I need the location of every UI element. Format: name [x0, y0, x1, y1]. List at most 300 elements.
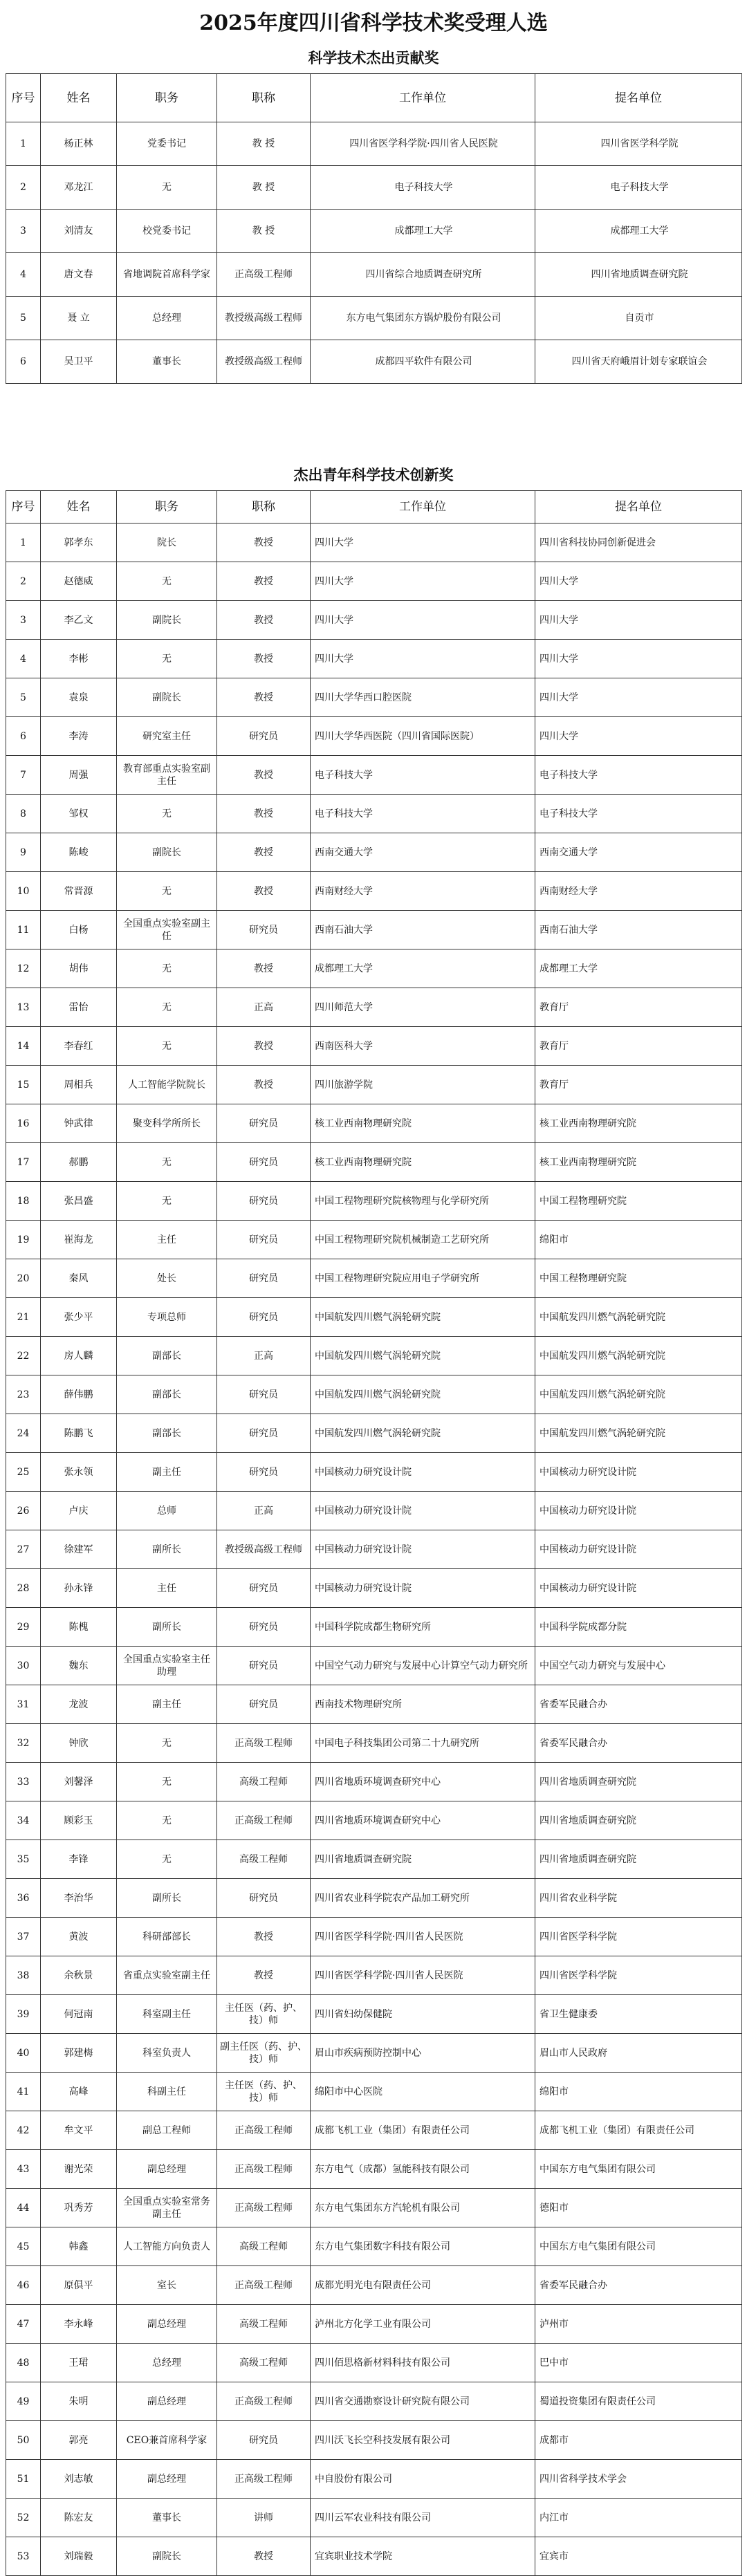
cell-work-unit: 四川省地质环境调查研究中心: [311, 1801, 535, 1840]
cell-nominating-unit: 电子科技大学: [535, 795, 742, 833]
cell-title: 教授: [217, 523, 311, 562]
cell-position: 副总经理: [117, 2460, 217, 2499]
cell-name: 徐建军: [41, 1530, 117, 1569]
table-row: [6, 717, 742, 756]
cell-title: 教授: [217, 601, 311, 640]
header-title: 职称: [217, 491, 311, 523]
cell-name: 薛伟鹏: [41, 1375, 117, 1414]
cell-index: 50: [6, 2421, 41, 2460]
cell-index: 32: [6, 1724, 41, 1763]
cell-nominating-unit: 教育厅: [535, 1066, 742, 1104]
table-row: [6, 872, 742, 911]
cell-nominating-unit: 成都理工大学: [535, 949, 742, 988]
cell-work-unit: 中国空气动力研究与发展中心计算空气动力研究所: [311, 1647, 535, 1685]
cell-position: 副部长: [117, 1337, 217, 1375]
cell-work-unit: 西南石油大学: [311, 911, 535, 949]
cell-nominating-unit: 省委军民融合办: [535, 1724, 742, 1763]
cell-nominating-unit: 四川大学: [535, 640, 742, 678]
cell-title: 教授级高级工程师: [217, 340, 311, 384]
cell-name: 张永领: [41, 1453, 117, 1492]
cell-index: 22: [6, 1337, 41, 1375]
cell-title: 正高级工程师: [217, 2189, 311, 2227]
table-row: [6, 2266, 742, 2305]
cell-index: 42: [6, 2111, 41, 2150]
cell-work-unit: 四川师范大学: [311, 988, 535, 1027]
cell-position: 副总经理: [117, 2305, 217, 2344]
cell-position: 副院长: [117, 2537, 217, 2576]
cell-index: 25: [6, 1453, 41, 1492]
table-row: [6, 1763, 742, 1801]
cell-position: 副部长: [117, 1375, 217, 1414]
cell-index: 41: [6, 2073, 41, 2111]
cell-position: 专项总师: [117, 1298, 217, 1337]
cell-nominating-unit: 德阳市: [535, 2189, 742, 2227]
young-innovation-table: [6, 490, 742, 2576]
cell-name: 陈鹏飞: [41, 1414, 117, 1453]
table-row: [6, 1956, 742, 1995]
cell-nominating-unit: 中国核动力研究设计院: [535, 1453, 742, 1492]
cell-title: 研究员: [217, 1414, 311, 1453]
table-row: [6, 1143, 742, 1182]
table-row: [6, 1066, 742, 1104]
table-row: [6, 795, 742, 833]
table-row: [6, 1375, 742, 1414]
cell-nominating-unit: 四川省农业科学院: [535, 1879, 742, 1918]
table-row: [6, 523, 742, 562]
cell-work-unit: 宜宾职业技术学院: [311, 2537, 535, 2576]
cell-nominating-unit: 四川大学: [535, 678, 742, 717]
cell-index: 1: [6, 122, 41, 166]
cell-name: 王珺: [41, 2344, 117, 2382]
cell-position: 科研部部长: [117, 1918, 217, 1956]
cell-index: 28: [6, 1569, 41, 1608]
cell-name: 高峰: [41, 2073, 117, 2111]
cell-index: 13: [6, 988, 41, 1027]
cell-nominating-unit: 四川省医学科学院: [535, 1956, 742, 1995]
cell-name: 黄波: [41, 1918, 117, 1956]
cell-nominating-unit: 自贡市: [535, 297, 742, 340]
cell-nominating-unit: 巴中市: [535, 2344, 742, 2382]
cell-position: 无: [117, 795, 217, 833]
cell-nominating-unit: 电子科技大学: [535, 756, 742, 795]
table-row: [6, 1840, 742, 1879]
cell-title: 讲师: [217, 2499, 311, 2537]
cell-name: 张少平: [41, 1298, 117, 1337]
cell-position: 科副主任: [117, 2073, 217, 2111]
header-position: 职务: [117, 74, 217, 122]
table-row: [6, 911, 742, 949]
table-header-row: [6, 74, 742, 122]
cell-name: 邹权: [41, 795, 117, 833]
cell-name: 韩鑫: [41, 2227, 117, 2266]
cell-nominating-unit: 宜宾市: [535, 2537, 742, 2576]
header-name: 姓名: [41, 74, 117, 122]
cell-position: 无: [117, 1027, 217, 1066]
cell-title: 研究员: [217, 1221, 311, 1259]
table-row: [6, 1221, 742, 1259]
cell-nominating-unit: 中国科学院成都分院: [535, 1608, 742, 1647]
cell-work-unit: 东方电气集团东方汽轮机有限公司: [311, 2189, 535, 2227]
cell-index: 29: [6, 1608, 41, 1647]
cell-work-unit: 成都理工大学: [311, 949, 535, 988]
cell-index: 43: [6, 2150, 41, 2189]
cell-index: 30: [6, 1647, 41, 1685]
cell-work-unit: 四川省交通勘察设计研究院有限公司: [311, 2382, 535, 2421]
header-name: 姓名: [41, 491, 117, 523]
cell-title: 教授: [217, 949, 311, 988]
cell-nominating-unit: 蜀道投资集团有限责任公司: [535, 2382, 742, 2421]
table-row: [6, 756, 742, 795]
cell-work-unit: 四川大学: [311, 523, 535, 562]
cell-work-unit: 四川旅游学院: [311, 1066, 535, 1104]
cell-nominating-unit: 中国航发四川燃气涡轮研究院: [535, 1337, 742, 1375]
cell-index: 47: [6, 2305, 41, 2344]
cell-name: 李永峰: [41, 2305, 117, 2344]
cell-title: 正高级工程师: [217, 1801, 311, 1840]
table-row: [6, 1104, 742, 1143]
cell-work-unit: 核工业西南物理研究院: [311, 1143, 535, 1182]
cell-position: 无: [117, 1724, 217, 1763]
cell-work-unit: 中国航发四川燃气涡轮研究院: [311, 1337, 535, 1375]
cell-name: 余秋景: [41, 1956, 117, 1995]
cell-title: 高级工程师: [217, 2305, 311, 2344]
cell-title: 教授: [217, 1027, 311, 1066]
cell-name: 崔海龙: [41, 1221, 117, 1259]
cell-title: 正高级工程师: [217, 2460, 311, 2499]
cell-position: 无: [117, 872, 217, 911]
cell-title: 教授级高级工程师: [217, 1530, 311, 1569]
table-row: [6, 1608, 742, 1647]
cell-name: 房人麟: [41, 1337, 117, 1375]
cell-work-unit: 四川省农业科学院农产品加工研究所: [311, 1879, 535, 1918]
cell-nominating-unit: 中国东方电气集团有限公司: [535, 2150, 742, 2189]
table-row: [6, 833, 742, 872]
section-spacer: [0, 384, 747, 460]
cell-title: 教授: [217, 872, 311, 911]
cell-index: 27: [6, 1530, 41, 1569]
cell-index: 3: [6, 210, 41, 253]
cell-index: 34: [6, 1801, 41, 1840]
cell-title: 研究员: [217, 1608, 311, 1647]
cell-nominating-unit: 中国核动力研究设计院: [535, 1492, 742, 1530]
cell-name: 袁泉: [41, 678, 117, 717]
cell-position: 无: [117, 1143, 217, 1182]
cell-name: 孙永锋: [41, 1569, 117, 1608]
cell-work-unit: 四川大学: [311, 601, 535, 640]
cell-title: 教 授: [217, 210, 311, 253]
cell-name: 周相兵: [41, 1066, 117, 1104]
cell-title: 教 授: [217, 166, 311, 210]
cell-work-unit: 东方电气集团东方锅炉股份有限公司: [311, 297, 535, 340]
cell-nominating-unit: 省卫生健康委: [535, 1995, 742, 2034]
header-nominating-unit: 提名单位: [535, 491, 742, 523]
cell-position: 无: [117, 1801, 217, 1840]
table-row: [6, 640, 742, 678]
cell-name: 李锋: [41, 1840, 117, 1879]
cell-name: 李春红: [41, 1027, 117, 1066]
cell-position: 总经理: [117, 297, 217, 340]
table-row: [6, 253, 742, 297]
cell-name: 雷怡: [41, 988, 117, 1027]
table-row: [6, 2421, 742, 2460]
cell-work-unit: 成都理工大学: [311, 210, 535, 253]
cell-work-unit: 成都光明光电有限责任公司: [311, 2266, 535, 2305]
header-index: 序号: [6, 491, 41, 523]
cell-title: 研究员: [217, 911, 311, 949]
cell-position: 副总经理: [117, 2382, 217, 2421]
cell-title: 研究员: [217, 1375, 311, 1414]
cell-work-unit: 四川省地质调查研究院: [311, 1840, 535, 1879]
cell-name: 巩秀芳: [41, 2189, 117, 2227]
cell-position: 省重点实验室副主任: [117, 1956, 217, 1995]
cell-index: 52: [6, 2499, 41, 2537]
cell-title: 教授级高级工程师: [217, 297, 311, 340]
cell-position: 副总经理: [117, 2150, 217, 2189]
table-row: [6, 562, 742, 601]
cell-position: 副院长: [117, 601, 217, 640]
cell-name: 钟欣: [41, 1724, 117, 1763]
table-row: [6, 1569, 742, 1608]
cell-index: 21: [6, 1298, 41, 1337]
cell-name: 卢庆: [41, 1492, 117, 1530]
cell-position: 副部长: [117, 1414, 217, 1453]
cell-position: 校党委书记: [117, 210, 217, 253]
cell-work-unit: 中国核动力研究设计院: [311, 1569, 535, 1608]
cell-work-unit: 成都飞机工业（集团）有限责任公司: [311, 2111, 535, 2150]
cell-position: CEO兼首席科学家: [117, 2421, 217, 2460]
cell-name: 龙波: [41, 1685, 117, 1724]
cell-position: 主任: [117, 1221, 217, 1259]
cell-index: 4: [6, 640, 41, 678]
table-row: [6, 1647, 742, 1685]
cell-work-unit: 四川省妇幼保健院: [311, 1995, 535, 2034]
table-row: [6, 1453, 742, 1492]
cell-position: 无: [117, 1840, 217, 1879]
cell-name: 何冠南: [41, 1995, 117, 2034]
cell-position: 无: [117, 988, 217, 1027]
cell-title: 正高级工程师: [217, 2266, 311, 2305]
header-position: 职务: [117, 491, 217, 523]
table-header-row: [6, 491, 742, 523]
cell-name: 陈槐: [41, 1608, 117, 1647]
cell-position: 副院长: [117, 833, 217, 872]
cell-position: 无: [117, 640, 217, 678]
cell-position: 副所长: [117, 1608, 217, 1647]
cell-name: 郝鹏: [41, 1143, 117, 1182]
cell-work-unit: 四川大学华西医院（四川省国际医院）: [311, 717, 535, 756]
cell-work-unit: 中国科学院成都生物研究所: [311, 1608, 535, 1647]
cell-position: 无: [117, 562, 217, 601]
cell-work-unit: 中国核动力研究设计院: [311, 1530, 535, 1569]
cell-work-unit: 四川省医学科学院·四川省人民医院: [311, 1956, 535, 1995]
cell-index: 53: [6, 2537, 41, 2576]
cell-title: 教授: [217, 756, 311, 795]
cell-work-unit: 成都四平软件有限公司: [311, 340, 535, 384]
cell-nominating-unit: 核工业西南物理研究院: [535, 1104, 742, 1143]
cell-name: 秦风: [41, 1259, 117, 1298]
cell-nominating-unit: 中国航发四川燃气涡轮研究院: [535, 1414, 742, 1453]
cell-name: 杨正林: [41, 122, 117, 166]
cell-title: 研究员: [217, 1879, 311, 1918]
table-row: [6, 1724, 742, 1763]
table-row: [6, 1492, 742, 1530]
cell-position: 省地调院首席科学家: [117, 253, 217, 297]
cell-position: 聚变科学所所长: [117, 1104, 217, 1143]
table-row: [6, 1298, 742, 1337]
table-row: [6, 210, 742, 253]
cell-position: 无: [117, 1182, 217, 1221]
cell-nominating-unit: 核工业西南物理研究院: [535, 1143, 742, 1182]
header-work-unit: 工作单位: [311, 491, 535, 523]
cell-name: 钟武律: [41, 1104, 117, 1143]
cell-index: 44: [6, 2189, 41, 2227]
cell-nominating-unit: 中国工程物理研究院: [535, 1182, 742, 1221]
cell-title: 正高: [217, 988, 311, 1027]
cell-index: 33: [6, 1763, 41, 1801]
cell-index: 5: [6, 678, 41, 717]
cell-title: 高级工程师: [217, 2227, 311, 2266]
table-row: [6, 2073, 742, 2111]
cell-nominating-unit: 四川省医学科学院: [535, 1918, 742, 1956]
table-row: [6, 1801, 742, 1840]
cell-nominating-unit: 中国空气动力研究与发展中心: [535, 1647, 742, 1685]
cell-work-unit: 四川省医学科学院·四川省人民医院: [311, 1918, 535, 1956]
cell-index: 23: [6, 1375, 41, 1414]
cell-work-unit: 电子科技大学: [311, 166, 535, 210]
cell-nominating-unit: 四川省科学技术学会: [535, 2460, 742, 2499]
table-row: [6, 1027, 742, 1066]
table-row: [6, 988, 742, 1027]
cell-position: 副院长: [117, 678, 217, 717]
cell-nominating-unit: 中国核动力研究设计院: [535, 1530, 742, 1569]
cell-index: 20: [6, 1259, 41, 1298]
table-row: [6, 1414, 742, 1453]
outstanding-contribution-table: [6, 73, 742, 384]
cell-title: 研究员: [217, 1298, 311, 1337]
cell-position: 总经理: [117, 2344, 217, 2382]
table-row: [6, 2344, 742, 2382]
table-row: [6, 1995, 742, 2034]
cell-nominating-unit: 电子科技大学: [535, 166, 742, 210]
cell-title: 研究员: [217, 2421, 311, 2460]
section-title-young-innovation: 杰出青年科学技术创新奖: [293, 466, 454, 483]
cell-index: 6: [6, 717, 41, 756]
cell-position: 副所长: [117, 1530, 217, 1569]
cell-nominating-unit: 四川省地质调查研究院: [535, 253, 742, 297]
table-row: [6, 1530, 742, 1569]
cell-position: 室长: [117, 2266, 217, 2305]
cell-title: 研究员: [217, 1143, 311, 1182]
cell-index: 26: [6, 1492, 41, 1530]
cell-name: 刘志敏: [41, 2460, 117, 2499]
cell-work-unit: 西南交通大学: [311, 833, 535, 872]
cell-title: 高级工程师: [217, 1763, 311, 1801]
cell-name: 李涛: [41, 717, 117, 756]
cell-nominating-unit: 省委军民融合办: [535, 2266, 742, 2305]
table-row: [6, 949, 742, 988]
cell-index: 45: [6, 2227, 41, 2266]
cell-nominating-unit: 省委军民融合办: [535, 1685, 742, 1724]
cell-index: 15: [6, 1066, 41, 1104]
cell-name: 唐文春: [41, 253, 117, 297]
cell-position: 研究室主任: [117, 717, 217, 756]
page-title: 2025年度四川省科学技术奖受理人选: [199, 11, 548, 35]
cell-name: 赵德威: [41, 562, 117, 601]
table-row: [6, 2189, 742, 2227]
cell-name: 牟文平: [41, 2111, 117, 2150]
cell-name: 陈宏友: [41, 2499, 117, 2537]
cell-nominating-unit: 西南石油大学: [535, 911, 742, 949]
cell-position: 人工智能学院院长: [117, 1066, 217, 1104]
table-row: [6, 2227, 742, 2266]
cell-title: 研究员: [217, 1647, 311, 1685]
cell-work-unit: 四川省医学科学院·四川省人民医院: [311, 122, 535, 166]
cell-position: 人工智能方向负责人: [117, 2227, 217, 2266]
cell-work-unit: 四川大学: [311, 640, 535, 678]
cell-work-unit: 东方电气集团数字科技有限公司: [311, 2227, 535, 2266]
table-row: [6, 2382, 742, 2421]
cell-name: 郭建梅: [41, 2034, 117, 2073]
cell-index: 36: [6, 1879, 41, 1918]
cell-nominating-unit: 泸州市: [535, 2305, 742, 2344]
cell-nominating-unit: 绵阳市: [535, 2073, 742, 2111]
cell-index: 2: [6, 562, 41, 601]
cell-position: 无: [117, 166, 217, 210]
cell-title: 研究员: [217, 1569, 311, 1608]
cell-index: 16: [6, 1104, 41, 1143]
cell-name: 魏东: [41, 1647, 117, 1685]
cell-title: 正高: [217, 1337, 311, 1375]
table-row: [6, 2034, 742, 2073]
cell-work-unit: 中国工程物理研究院应用电子学研究所: [311, 1259, 535, 1298]
cell-name: 胡伟: [41, 949, 117, 988]
cell-title: 主任医（药、护、技）师: [217, 2073, 311, 2111]
cell-work-unit: 核工业西南物理研究院: [311, 1104, 535, 1143]
cell-index: 51: [6, 2460, 41, 2499]
cell-position: 副总工程师: [117, 2111, 217, 2150]
cell-name: 郭孝东: [41, 523, 117, 562]
cell-position: 全国重点实验室常务副主任: [117, 2189, 217, 2227]
cell-name: 李彬: [41, 640, 117, 678]
cell-work-unit: 中国航发四川燃气涡轮研究院: [311, 1375, 535, 1414]
cell-index: 8: [6, 795, 41, 833]
cell-index: 37: [6, 1918, 41, 1956]
table-row: [6, 2499, 742, 2537]
cell-index: 46: [6, 2266, 41, 2305]
cell-title: 高级工程师: [217, 2344, 311, 2382]
cell-title: 教授: [217, 833, 311, 872]
cell-position: 无: [117, 949, 217, 988]
cell-position: 科室负责人: [117, 2034, 217, 2073]
cell-index: 38: [6, 1956, 41, 1995]
table-row: [6, 340, 742, 384]
cell-name: 常晋源: [41, 872, 117, 911]
cell-position: 主任: [117, 1569, 217, 1608]
cell-name: 邓龙江: [41, 166, 117, 210]
cell-nominating-unit: 四川省天府峨眉计划专家联谊会: [535, 340, 742, 384]
cell-name: 李乙文: [41, 601, 117, 640]
cell-work-unit: 中国核动力研究设计院: [311, 1492, 535, 1530]
cell-work-unit: 四川大学华西口腔医院: [311, 678, 535, 717]
cell-index: 6: [6, 340, 41, 384]
cell-nominating-unit: 西南交通大学: [535, 833, 742, 872]
cell-work-unit: 东方电气（成都）氢能科技有限公司: [311, 2150, 535, 2189]
cell-index: 24: [6, 1414, 41, 1453]
cell-position: 处长: [117, 1259, 217, 1298]
cell-position: 教育部重点实验室副主任: [117, 756, 217, 795]
cell-work-unit: 西南财经大学: [311, 872, 535, 911]
cell-title: 研究员: [217, 1453, 311, 1492]
